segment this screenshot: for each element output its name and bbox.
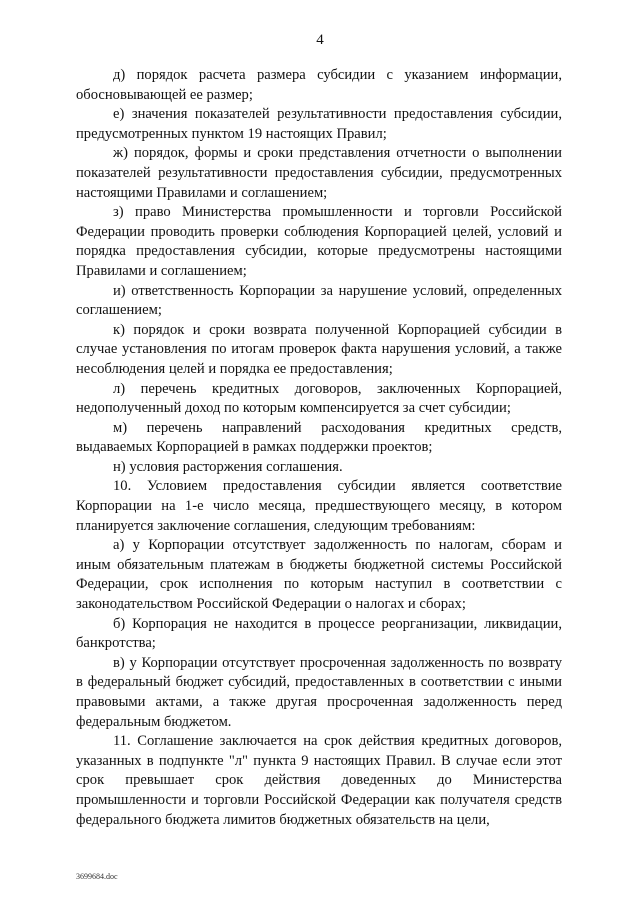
paragraph-n: н) условия расторжения соглашения. [113,458,343,475]
paragraph-z: з) право Министерства промышленности и торговли Российской Федерации проводить проверки соблюдения Корпорацией целей, условий и порядка предоставления субсидии, которые предусмотрены настоящими Правилами и соглашением; [76,204,562,279]
paragraph-k: к) порядок и сроки возврата полученной Корпорацией субсидии в случае установления по итогам проверок факта нарушения условий, а также несоблюдения целей и порядка ее предоставления; [76,321,562,377]
paragraph-m: м) перечень направлений расходования кредитных средств, выдаваемых Корпорацией в рамках поддержки проектов; [76,419,562,456]
page-number: 4 [316,32,324,48]
paragraph-11: 11. Соглашение заключается на срок действия кредитных договоров, указанных в подпункте "л" пункта 9 настоящих Правил. В случае если этот срок превышает срок действия доведенных до Министерства промышленности и торговли Российской Федерации как получателя средств федерального бюджета лимитов бюджетных обязательств на цели, [76,733,562,828]
paragraph-10-b: б) Корпорация не находится в процессе реорганизации, ликвидации, банкротства; [76,615,562,652]
document-file-name: 3699684.doc [76,872,118,881]
paragraph-zh: ж) порядок, формы и сроки представления отчетности о выполнении показателей результативности предоставления субсидии, предусмотренных настоящими Правилами и соглашением; [76,145,562,201]
paragraph-l: л) перечень кредитных договоров, заключенных Корпорацией, недополученный доход по которым компенсируется за счет субсидии; [76,380,562,417]
paragraph-10-v: в) у Корпорации отсутствует просроченная задолженность по возврату в федеральный бюджет субсидий, предоставленных в соответствии с иными правовыми актами, а также другая просроченная задолженность перед федеральным бюджетом. [76,654,562,730]
paragraph-i: и) ответственность Корпорации за нарушение условий, определенных соглашением; [76,282,562,319]
paragraph-10: 10. Условием предоставления субсидии является соответствие Корпорации на 1-е число месяца, предшествующего месяцу, в котором планируется заключение соглашения, следующим требованиям: [76,478,562,534]
paragraph-10-a: а) у Корпорации отсутствует задолженность по налогам, сборам и иным обязательным платежам в бюджеты бюджетной системы Российской Федерации, срок исполнения по которым наступил в соответствии с законодательством Российской Федерации о налогах и сборах; [76,537,562,613]
document-body [76,66,562,830]
paragraph-d: д) порядок расчета размера субсидии с указанием информации, обосновывающей ее размер; [76,67,562,103]
paragraph-e: е) значения показателей результативности предоставления субсидии, предусмотренных пунктом 19 настоящих Правил; [76,106,562,142]
